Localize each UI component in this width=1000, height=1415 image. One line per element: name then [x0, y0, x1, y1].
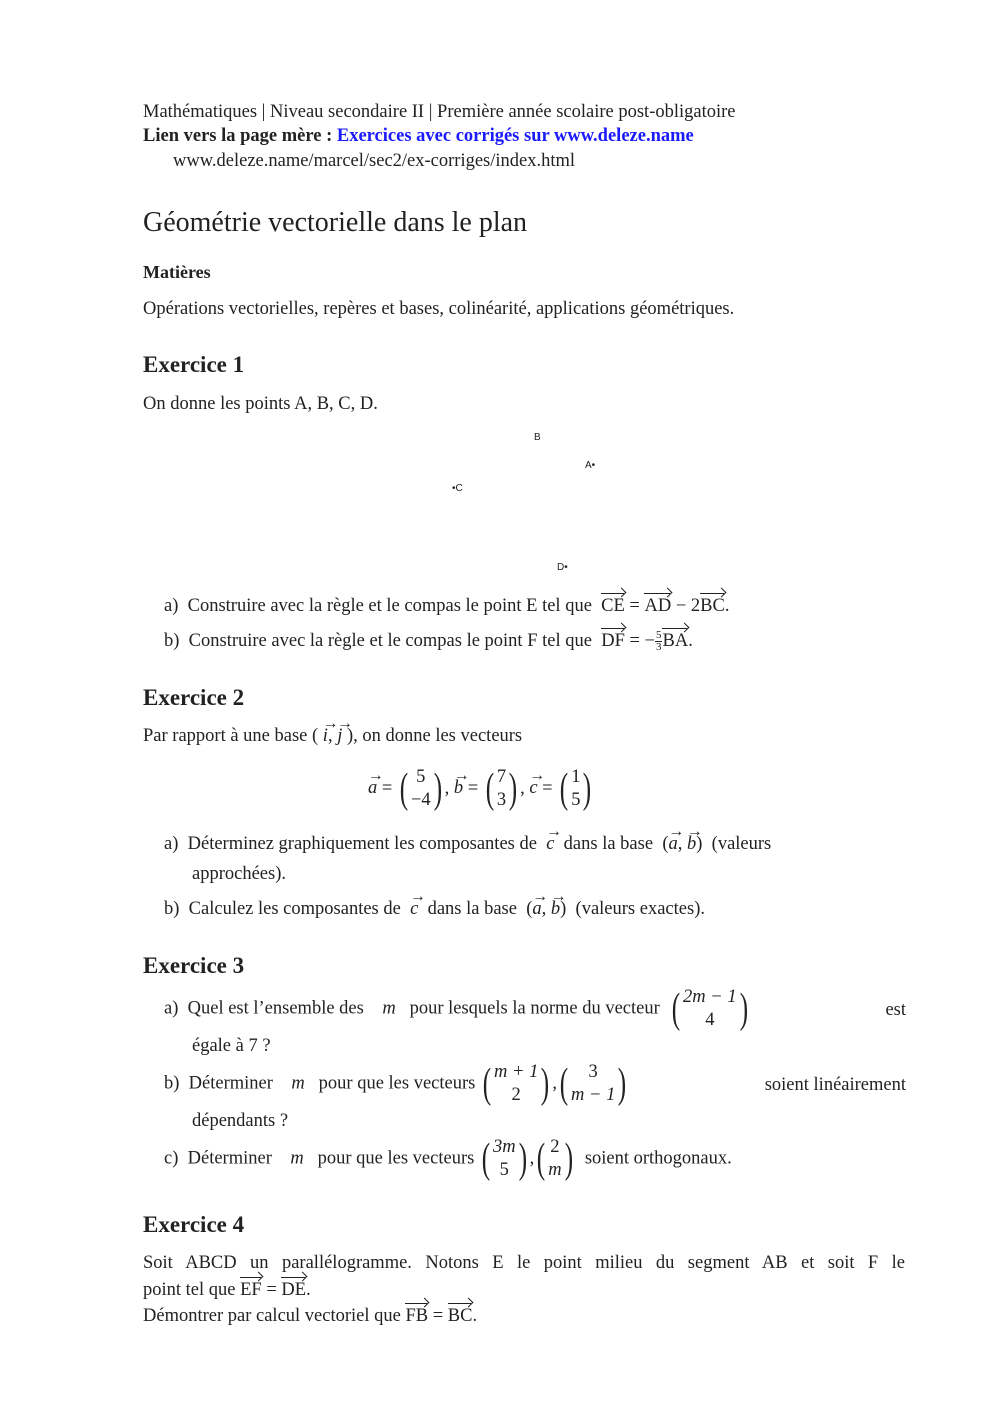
point-d: D•: [557, 562, 568, 573]
parent-link[interactable]: Exercices avec corrigés sur www.deleze.name: [336, 126, 694, 146]
exercise-3b-cont: dépendants ?: [192, 1111, 289, 1131]
page-title: Géométrie vectorielle dans le plan: [143, 207, 528, 238]
exercise-1-intro: On donne les points A, B, C, D.: [143, 394, 378, 414]
exercise-2-heading: Exercice 2: [143, 685, 245, 710]
exercise-2-vectors: → a = ( 5 −4) , → b = ( 7 3) , → c = ( 1 5): [368, 766, 594, 818]
exercise-1a: a) Construire avec la règle et le compas le point E tel que CE = AD − 2BC.: [164, 596, 730, 616]
exercise-3c: c) Déterminer m pour que les vecteurs ( 3m 5 ) ,( 2 m) soient orthogonaux.: [164, 1136, 732, 1183]
page-url: www.deleze.name/marcel/sec2/ex-corriges/index.html: [173, 151, 576, 171]
matieres-text: Opérations vectorielles, repères et bases, colinéarité, applications géométriques.: [143, 299, 735, 319]
parent-link-line: [143, 126, 694, 147]
exercise-2a-cont: approchées).: [192, 864, 286, 884]
exercise-3-heading: Exercice 3: [143, 953, 245, 978]
exercise-2-intro: Par rapport à une base ( → i, → j ), on donne les vecteurs: [143, 726, 522, 747]
exercise-2b: b) Calculez les composantes de → c dans la base (→ a, → b) (valeurs exactes).: [164, 899, 705, 920]
exercise-4-line2: point tel que EF = DE.: [143, 1280, 311, 1300]
exercise-4-line1: Soit ABCD un parallélogramme. Notons E le point milieu du segment AB et soit F le: [143, 1253, 905, 1273]
exercise-1-heading: Exercice 1: [143, 352, 245, 377]
exercise-3b: b) Déterminer m pour que les vecteurs ( m + 1 2 ) ,( 3 m − 1) soient linéairement: [164, 1061, 906, 1108]
exercise-3a-cont: égale à 7 ?: [192, 1036, 271, 1056]
point-c: •C: [452, 483, 463, 494]
exercise-4-line3: Démontrer par calcul vectoriel que FB = BC.: [143, 1306, 478, 1326]
exercise-3a: a) Quel est l’ensemble des m pour lesquels la norme du vecteur ( 2m − 1 4 ) est: [164, 986, 906, 1033]
matieres-heading: Matières: [143, 262, 211, 282]
fraction: $\frac{5}{3}$: [655, 629, 662, 653]
exercise-2a: a) Déterminez graphiquement les composantes de → c dans la base (→ a, → b) (valeurs: [164, 834, 771, 855]
breadcrumb: Mathématiques | Niveau secondaire II | Première année scolaire post-obligatoire: [143, 102, 736, 122]
point-b: B: [534, 432, 541, 443]
point-a: A•: [585, 460, 596, 471]
parent-link-label: Lien vers la page mère :: [143, 126, 337, 146]
exercise-4-heading: Exercice 4: [143, 1212, 245, 1237]
exercise-1b: b) Construire avec la règle et le compas le point F tel que DF = − $\frac{5}{3}$ BA.: [164, 629, 693, 653]
